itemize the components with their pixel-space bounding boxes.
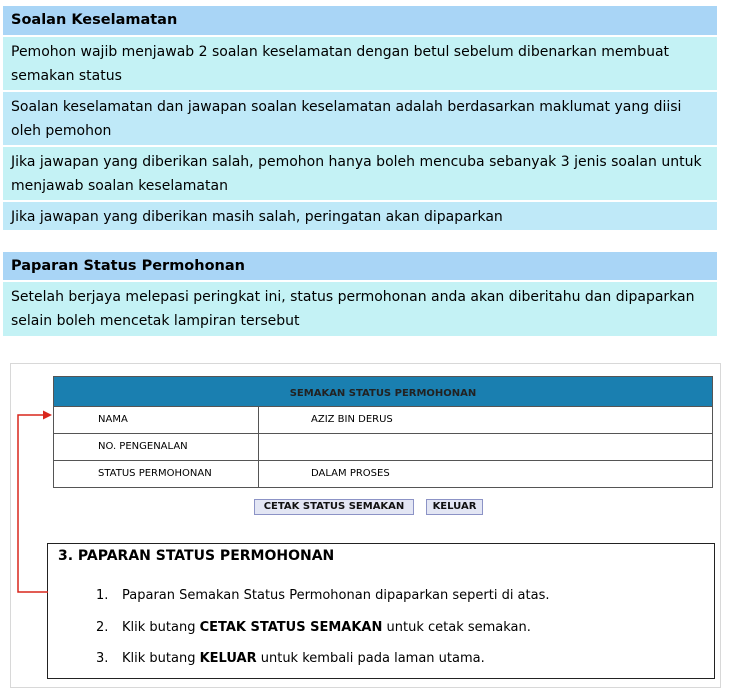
status-display-text: Setelah berjaya melepasi peringkat ini, status permohonan anda akan diberitahu dan dipaparkan selain boleh mencetak lampiran tersebut bbox=[3, 280, 717, 336]
instructions-title: 3. PAPARAN STATUS PERMOHONAN bbox=[58, 548, 335, 564]
security-item: Soalan keselamatan dan jawapan soalan keselamatan adalah berdasarkan maklumat yang diisi oleh pemohon bbox=[3, 90, 717, 145]
instruction-step: 2. Klik butang CETAK STATUS SEMAKAN untuk cetak semakan. bbox=[96, 620, 531, 635]
instruction-step: 1. Paparan Semakan Status Permohonan dipaparkan seperti di atas. bbox=[96, 588, 550, 603]
row-label-id: NO. PENGENALAN bbox=[54, 434, 259, 460]
security-item: Pemohon wajib menjawab 2 soalan keselamatan dengan betul sebelum dibenarkan membuat semakan status bbox=[3, 35, 717, 90]
row-label-status: STATUS PERMOHONAN bbox=[54, 461, 259, 487]
exit-button[interactable]: KELUAR bbox=[426, 499, 483, 515]
status-display-title: Paparan Status Permohonan bbox=[3, 252, 717, 280]
print-status-button[interactable]: CETAK STATUS SEMAKAN bbox=[254, 499, 414, 515]
security-questions-title: Soalan Keselamatan bbox=[3, 6, 717, 35]
row-value-name: AZIZ BIN DERUS bbox=[311, 414, 393, 425]
row-value-status: DALAM PROSES bbox=[311, 468, 390, 479]
row-label-name: NAMA bbox=[54, 407, 259, 433]
security-item: Jika jawapan yang diberikan salah, pemohon hanya boleh mencuba sebanyak 3 jenis soalan untuk menjawab soalan keselamatan bbox=[3, 145, 717, 200]
instruction-step: 3. Klik butang KELUAR untuk kembali pada laman utama. bbox=[96, 651, 485, 666]
status-table-title: SEMAKAN STATUS PERMOHONAN bbox=[54, 377, 712, 406]
security-item: Jika jawapan yang diberikan masih salah, peringatan akan dipaparkan bbox=[3, 200, 717, 230]
